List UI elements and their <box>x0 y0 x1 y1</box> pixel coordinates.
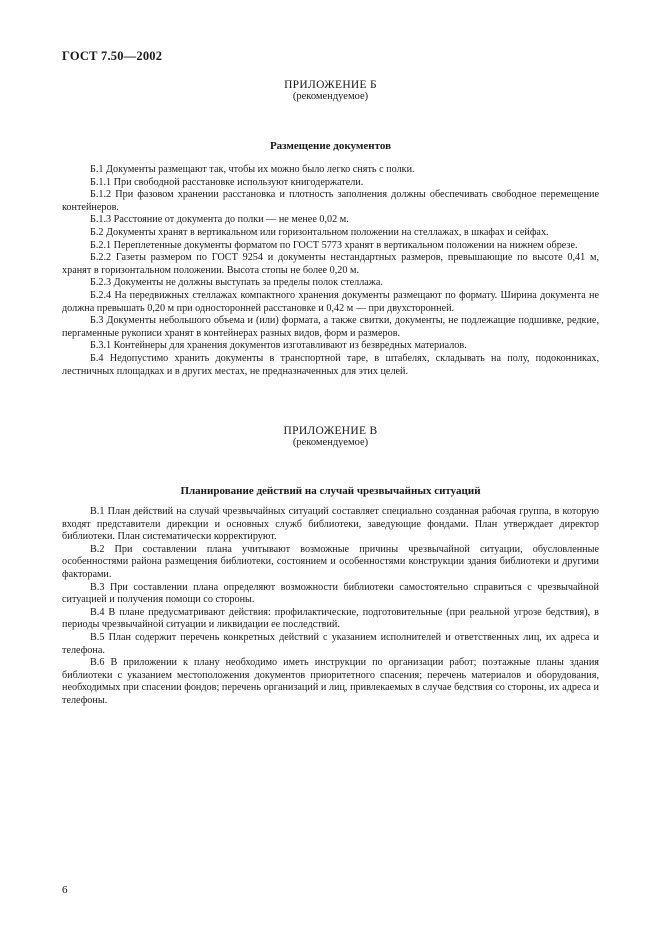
paragraph-v3: В.3 При составлении плана определяют возможности библиотеки самостоятельно справиться с чрезвычайной ситуацией и получения помощи со стороны. <box>62 581 599 606</box>
appendix-v-title: ПРИЛОЖЕНИЕ В <box>283 425 378 437</box>
appendix-v-label <box>62 425 599 449</box>
paragraph-b2-4: Б.2.4 На передвижных стеллажах компактного хранения документы размещают по формату. Ширина документа не должна превышать 0,20 м при односторонней расстановке и 0,42 м — при двухсторонней. <box>62 289 599 314</box>
paragraph-b2-2: Б.2.2 Газеты размером по ГОСТ 9254 и документы нестандартных размеров, превышающие по высоте 0,41 м, хранят в горизонтальном положении. Высота стопы не более 0,20 м. <box>62 252 599 276</box>
paragraph-v4: В.4 В плане предусматривают действия: профилактические, подготовительные (при реальной угрозе бедствия), в периоды чрезвычайной ситуации и ликвидации ее последствий. <box>62 606 599 631</box>
appendix-v-heading: Планирование действий на случай чрезвычайных ситуаций <box>180 485 481 497</box>
paragraph-v2: В.2 При составлении плана учитывают возможные причины чрезвычайной ситуации, обусловленные особенностями района размещения библиотеки, состоянием и особенностями конструкции здания библиотеки и другими факторами. <box>62 543 599 580</box>
appendix-b-subtitle: (рекомендуемое) <box>292 91 369 102</box>
paragraph-b2: Б.2 Документы хранят в вертикальном или горизонтальном положении на стеллажах, в шкафах и сейфах. <box>90 226 549 238</box>
document-code: ГОСТ 7.50—2002 <box>62 49 163 63</box>
paragraph-b3-1: Б.3.1 Контейнеры для хранения документов изготавливают из безвредных материалов. <box>90 340 467 352</box>
paragraph-v6: В.6 В приложении к плану необходимо иметь инструкции по организации работ; поэтажные планы здания библиотеки с указанием местоположения документов приоритетного спасения; перечень материалов и оборудования, необходимых при спасении фондов; перечень организаций и лиц, привлекаемых в случае бедствия со стороны, их адреса и телефоны. <box>62 657 599 706</box>
page-number: 6 <box>62 884 68 896</box>
paragraph-b1: Б.1 Документы размещают так, чтобы их можно было легко снять с полки. <box>90 164 415 175</box>
appendix-b-heading: Размещение документов <box>269 140 392 152</box>
paragraph-v1: В.1 План действий на случай чрезвычайных ситуаций составляет специально созданная рабочая группа, в которую входят представители дирекции и основных служб библиотеки, заведующие фондами. План утверждает директор библиотеки. План систематически корректируют. <box>62 506 599 543</box>
paragraph-b3: Б.3 Документы небольшого объема и (или) формата, а также свитки, документы, не подлежащие подшивке, редкие, пергаменные рукописи хранят в контейнерах разных видов, форм и размеров. <box>62 315 599 339</box>
paragraph-b4: Б.4 Недопустимо хранить документы в транспортной таре, в штабелях, складывать на полу, подоконниках, лестничных площадках и в других местах, не предназначенных для этих целей. <box>62 352 599 377</box>
paragraph-b2-3: Б.2.3 Документы не должны выступать за пределы полок стеллажа. <box>90 277 383 289</box>
appendix-b-title: ПРИЛОЖЕНИЕ Б <box>284 79 377 91</box>
appendix-v-body <box>62 506 599 708</box>
paragraph-b1-3: Б.1.3 Расстояние от документа до полки — не менее 0,02 м. <box>90 214 349 226</box>
appendix-v-subtitle: (рекомендуемое) <box>292 437 369 448</box>
paragraph-b2-1: Б.2.1 Переплетенные документы форматом по ГОСТ 5773 хранят в вертикальном положении на нижнем обрезе. <box>90 239 578 251</box>
paragraph-b1-2: Б.1.2 При фазовом хранении расстановка и плотность заполнения должны обеспечивать свободное перемещение контейнеров. <box>62 189 599 213</box>
appendix-b-label <box>62 79 599 103</box>
paragraph-v5: В.5 План содержит перечень конкретных действий с указанием исполнителей и ответственных лиц, их адреса и телефона. <box>62 631 599 656</box>
paragraph-b1-1: Б.1.1 При свободной расстановке используют книгодержатели. <box>90 176 364 188</box>
appendix-b-body <box>62 164 599 378</box>
